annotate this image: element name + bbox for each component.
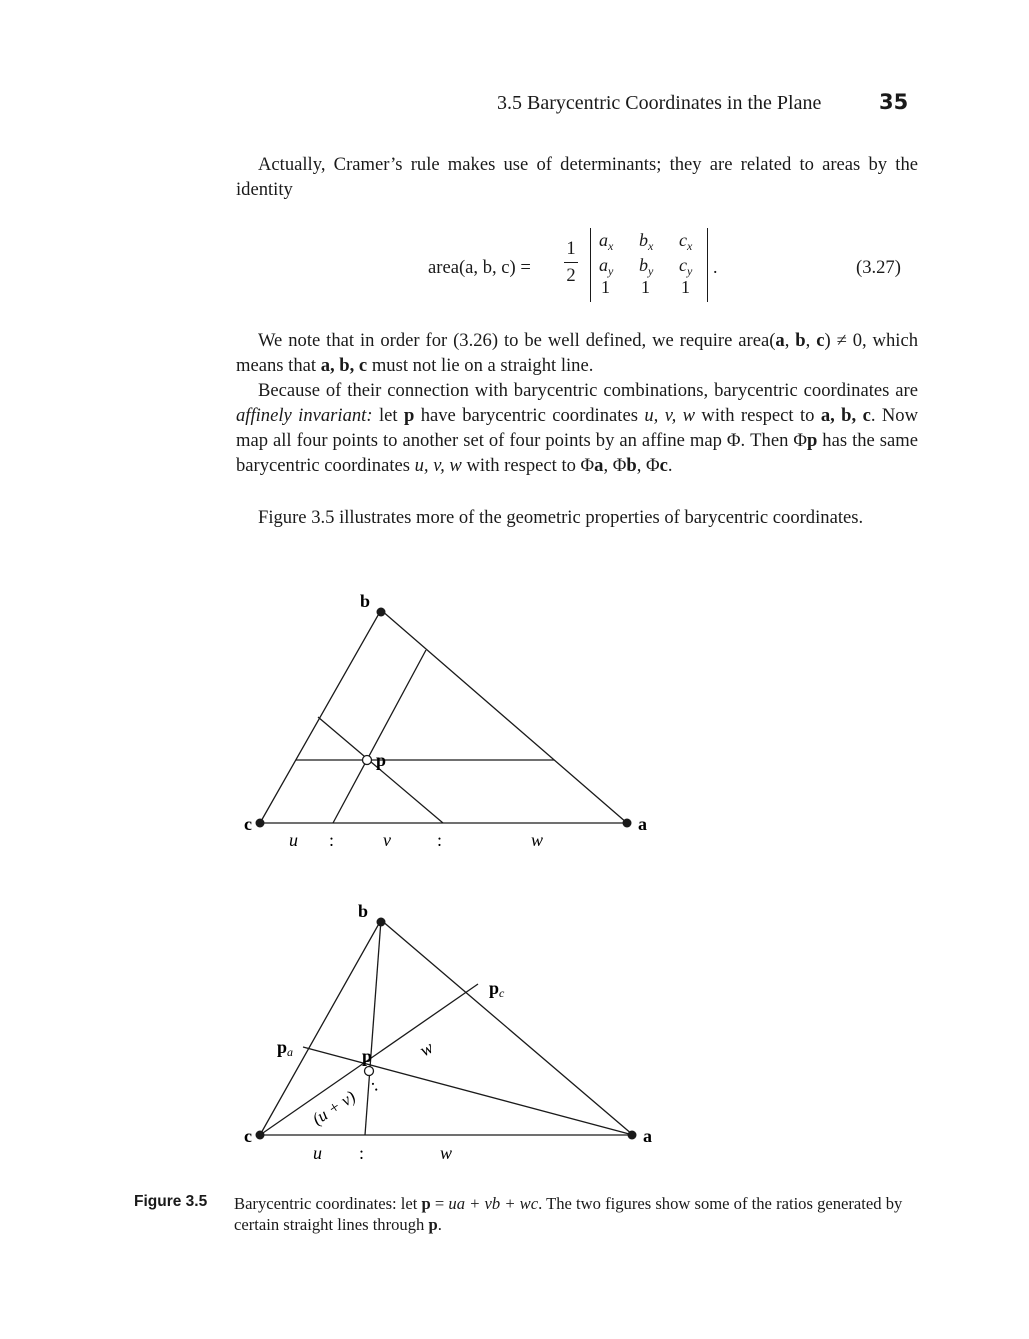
matrix-cell-cx: $c_x$: [679, 230, 693, 253]
cevian-from-a: [303, 1047, 633, 1135]
paragraph-well-defined: We note that in order for (3.26) to be well defined, we require area(a, b, c) ≠ 0, which means that a, b, c must not lie on a straight line.: [236, 330, 919, 376]
emphasis-affinely-invariant: affinely invariant:: [236, 405, 373, 426]
matrix-cell-one-3: 1: [681, 277, 690, 297]
ratio-u: u: [289, 830, 298, 850]
vertex-b-dot: [377, 918, 386, 927]
label-pa: pa: [277, 1037, 294, 1059]
fraction-denominator: 2: [566, 265, 576, 286]
figure-barycentric-ratios: [0, 580, 1029, 850]
matrix-cell-ax: $a_x$: [599, 230, 614, 253]
paragraph-figure-reference: Figure 3.5 illustrates more of the geometric properties of barycentric coordinates.: [258, 507, 864, 528]
label-u-plus-v: (u + v): [308, 1087, 359, 1129]
figure-cevian-ratios: [0, 890, 1029, 1180]
vertex-a-dot: [623, 819, 632, 828]
ratio-w: w: [440, 1143, 453, 1163]
fraction-numerator: 1: [566, 238, 576, 259]
equation-lhs: area(a, b, c) =: [428, 257, 531, 278]
matrix-cell-cy: $c_y$: [679, 255, 693, 278]
page-number: 35: [879, 90, 909, 114]
vertex-c-dot: [256, 1131, 265, 1140]
cevian-from-b: [365, 920, 381, 1135]
vertex-a-dot: [628, 1131, 637, 1140]
label-a: a: [638, 814, 647, 834]
ratio-colon-2: :: [437, 830, 443, 850]
label-c: c: [244, 1126, 252, 1146]
line-parallel-to-bc: [318, 717, 443, 823]
matrix-cell-by: $b_y$: [639, 255, 654, 278]
point-p-marker: [365, 1067, 374, 1076]
equation-number: (3.27): [856, 257, 901, 278]
label-w-along-cevian: w: [416, 1036, 437, 1061]
paragraph-intro-text: Actually, Cramer’s rule makes use of determinants; they are related to areas by the identity: [236, 154, 918, 200]
fraction-bar: [564, 262, 578, 263]
paragraph-intro: [236, 152, 918, 202]
label-colon-cevian: :: [366, 1075, 381, 1095]
label-c: c: [244, 814, 252, 834]
caption-label: Figure 3.5: [134, 1193, 208, 1210]
ratio-u: u: [313, 1143, 322, 1163]
label-b: b: [360, 591, 371, 611]
ratio-w: w: [531, 830, 544, 850]
equation-period: .: [713, 257, 718, 277]
ratio-colon-1: :: [329, 830, 335, 850]
ratio-colon: :: [359, 1143, 365, 1163]
vertex-b-dot: [377, 608, 386, 617]
matrix-cell-one-1: 1: [601, 277, 610, 297]
triangle: [260, 920, 633, 1135]
label-a: a: [643, 1126, 652, 1146]
label-p: p: [362, 1046, 373, 1066]
matrix-cell-bx: $b_x$: [639, 230, 654, 253]
label-b: b: [358, 901, 369, 921]
label-pc: pc: [489, 978, 505, 1000]
ratio-v: v: [383, 830, 391, 850]
triangle: [260, 610, 627, 823]
running-head: 3.5 Barycentric Coordinates in the Plane: [497, 92, 822, 114]
caption-text: Barycentric coordinates: let p = ua + vb + wc. The two figures show some of the ratios generated by certain straight lines through p.: [234, 1194, 903, 1234]
matrix-cell-one-2: 1: [641, 277, 650, 297]
determinant-matrix: [590, 228, 708, 302]
point-p-marker: [363, 756, 372, 765]
vertex-c-dot: [256, 819, 265, 828]
matrix-cell-ay: $a_y$: [599, 255, 614, 278]
equation-fraction: [564, 238, 578, 287]
label-p: p: [376, 750, 387, 770]
paragraph-affine-invariance: Because of their connection with barycentric combinations, barycentric coordinates are affinely invariant: let p have barycentric coordinates u, v, w with respect to a, b, c. Now map all four points to another set of four points by an affine map Φ. Then Φp has the same barycentric coordinates u, v, w with respect to Φa, Φb, Φc.: [236, 380, 919, 476]
